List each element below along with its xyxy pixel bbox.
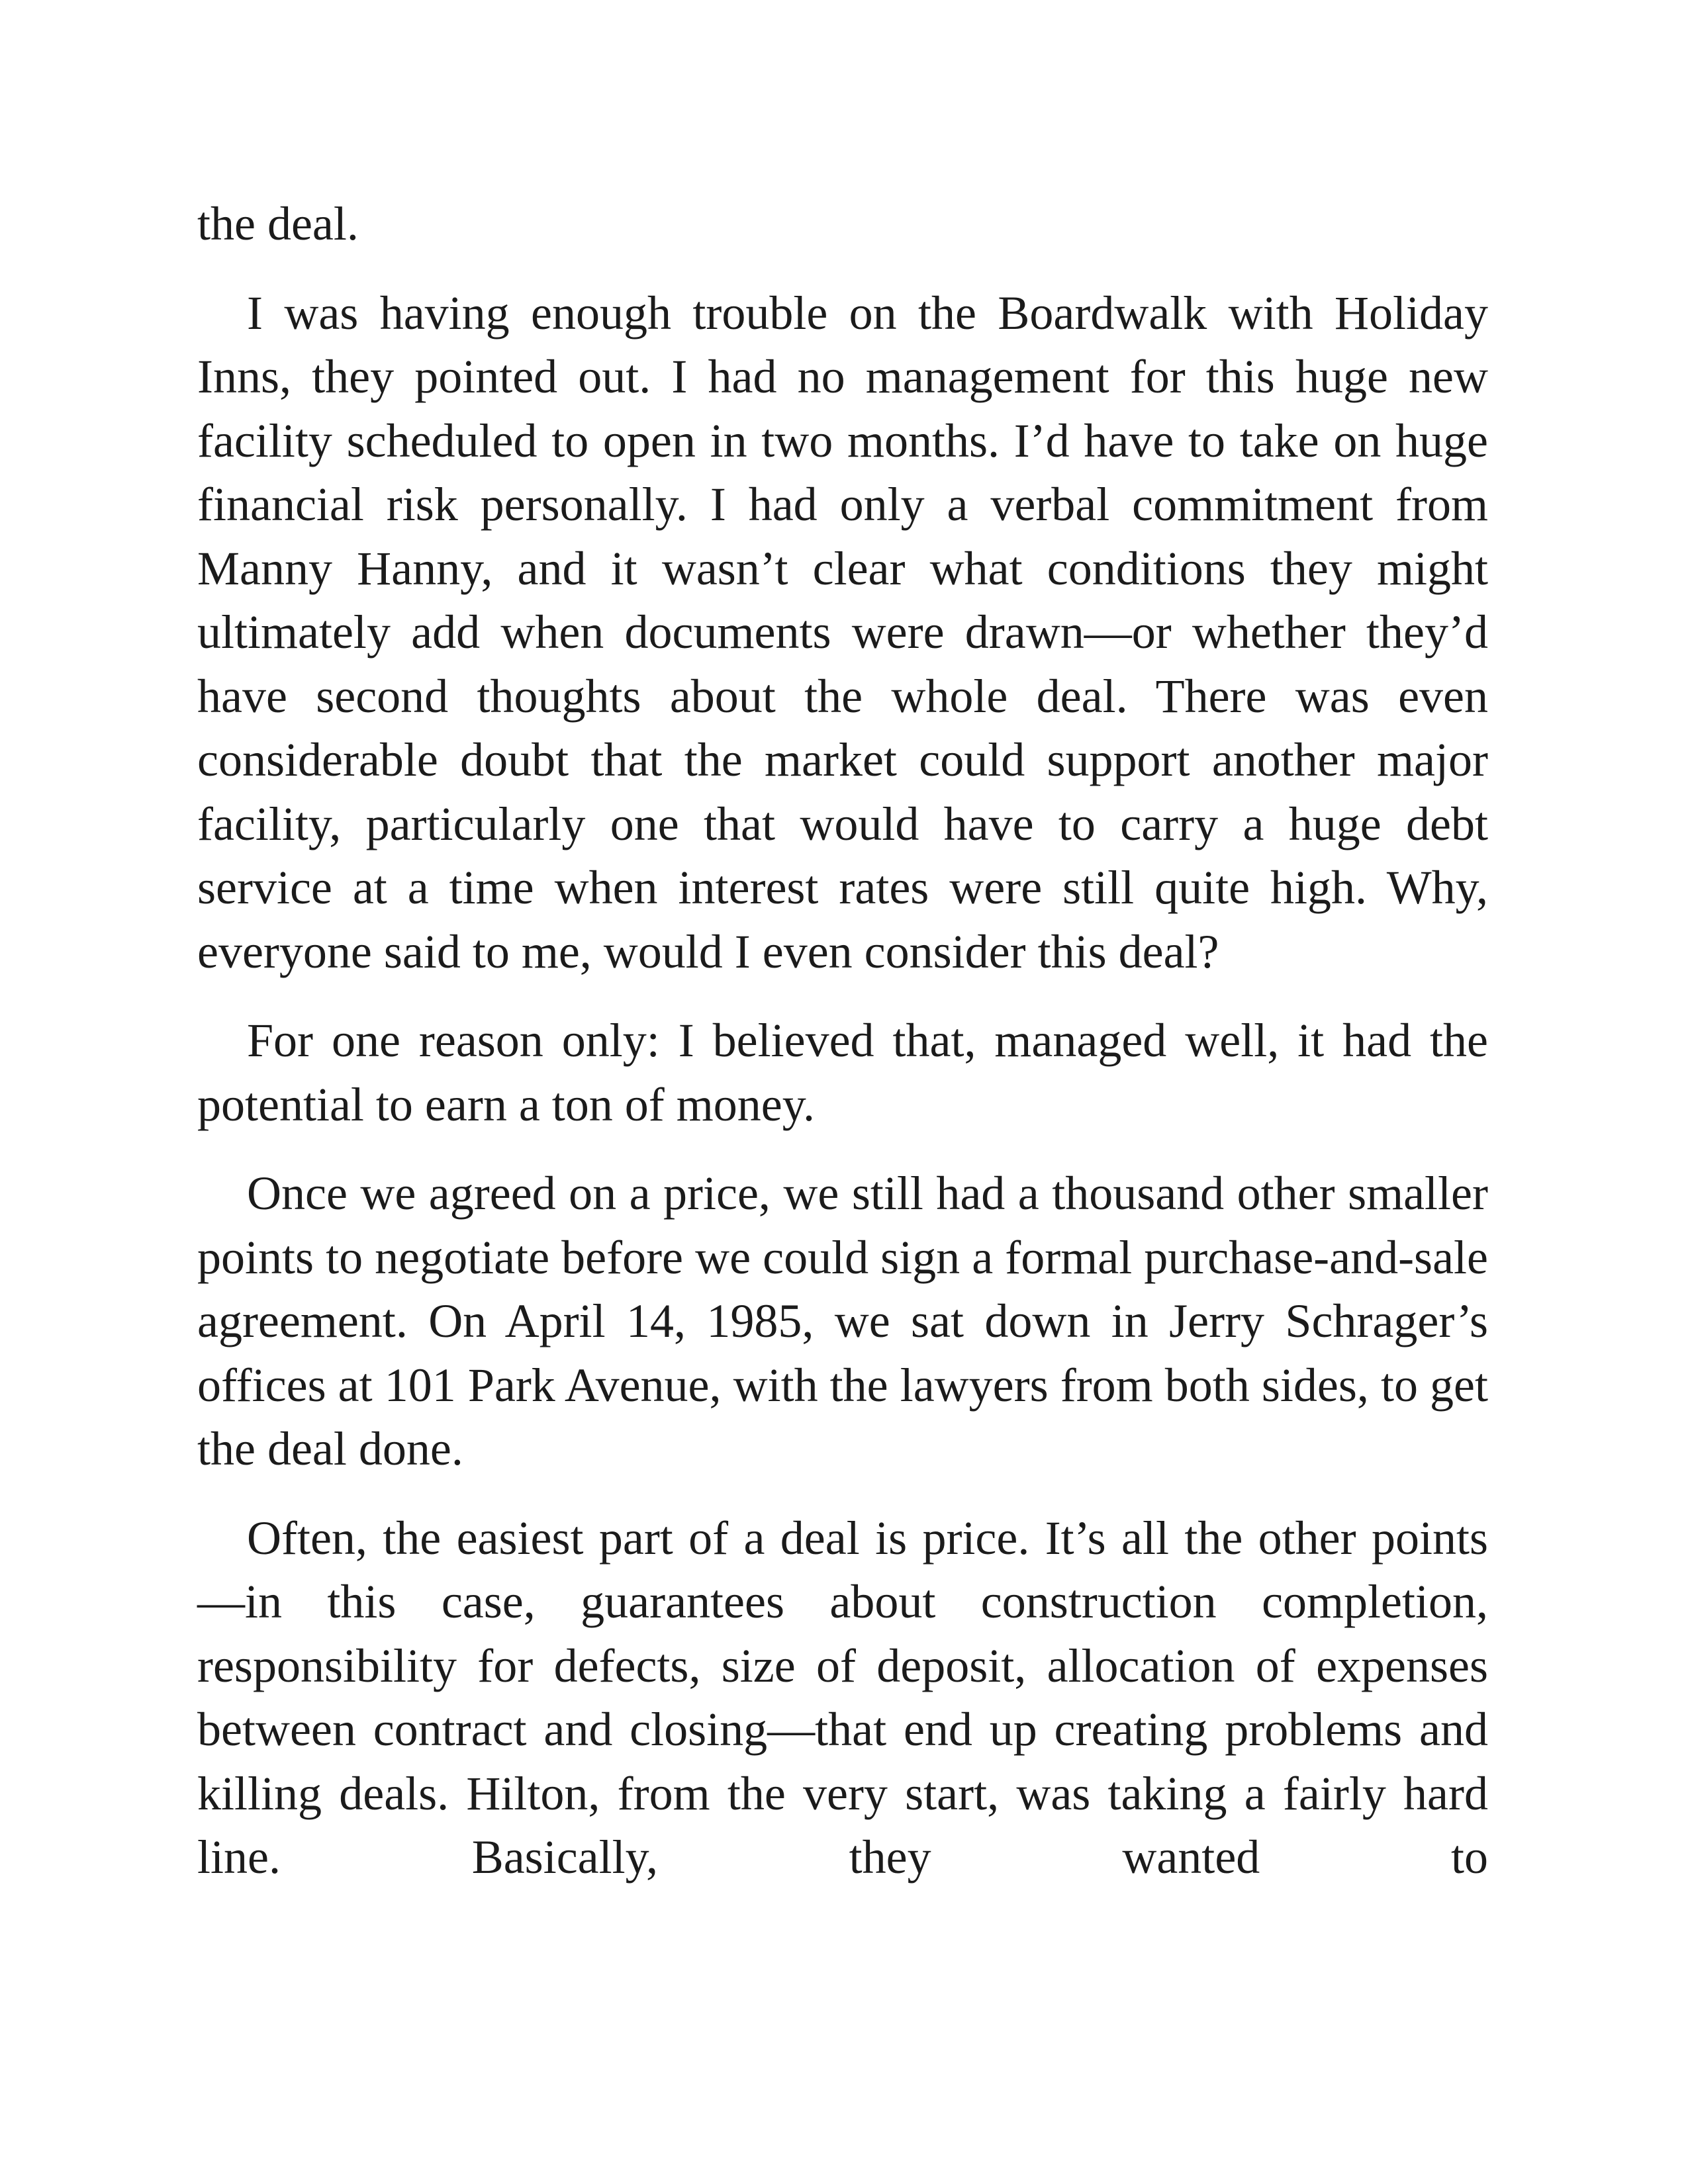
paragraph-1: the deal. [197,197,359,250]
paragraph-2: I was having enough trouble on the Boardwalk with Holiday Inns, they pointed out. I had no management for this huge new facility scheduled to open in two months. I’d have to take on huge financial risk personally. I had only a verbal commitment from Manny Hanny, and it wasn’t clear what conditions they might ultimately add when documents were drawn—or whether they’d have second thoughts about the whole deal. There was even considerable doubt that the market could support another major facility, particularly one that would have to carry a huge debt service at a time when interest rates were still quite high. Why, everyone said to me, would I even consider this deal? [197,286,1488,978]
paragraph-4: Once we agreed on a price, we still had a thousand other smaller points to negotiate before we could sign a formal purchase-and-sale agreement. On April 14, 1985, we sat down in Jerry Schrager’s offices at 101 Park Avenue, with the lawyers from both sides, to get the deal done. [197,1167,1488,1475]
paragraph-3: For one reason only: I believed that, managed well, it had the potential to earn a ton of money. [197,1014,1488,1131]
paragraph-5: Often, the easiest part of a deal is price. It’s all the other points—in this case, guarantees about construction completion, responsibility for defects, size of deposit, allocation of expenses between contract and closing—that end up creating problems and killing deals. Hilton, from the very start, was taking a fairly hard line. Basically, they wanted to [197,1511,1488,1884]
page-body [197,192,1488,1889]
